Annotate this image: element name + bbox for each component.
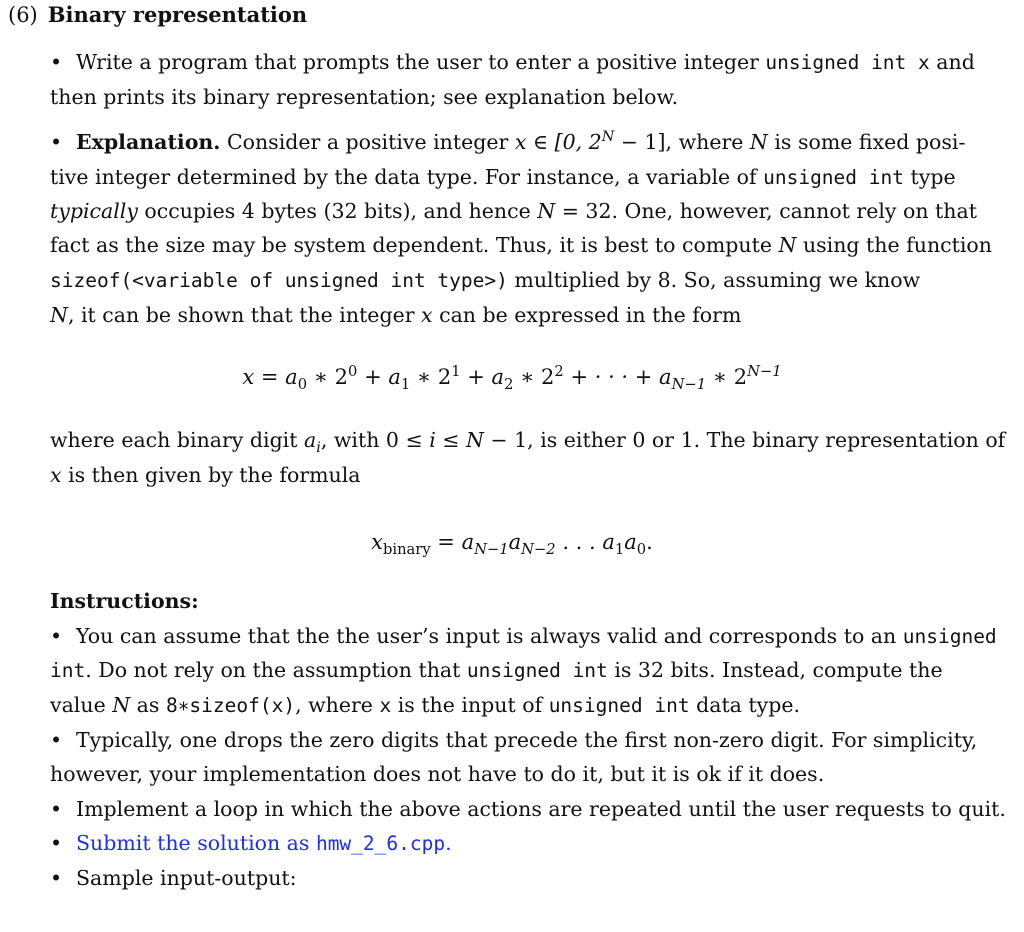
instruction4 — [50, 826, 990, 861]
explanation-line3: typically occupies 4 bytes (32 bits), and hence N = 32. One, however, cannot rely on that — [50, 199, 977, 223]
explanation-line2: tive integer determined by the data type. For instance, a variable of unsigned int type — [50, 165, 956, 189]
bullet-icon: • — [50, 797, 63, 821]
bullet-icon: • — [50, 831, 63, 855]
bullet-icon: • — [50, 728, 63, 752]
binary-expansion-formula: $x = a_0$ ∗ $2^0 + a_1$ ∗ $2^1 + a_2$ ∗ $2^2$ + · · · + $a_{N-1}$ ∗ $2^{N-1}$ — [242, 363, 782, 394]
instructions-title: Instructions: — [50, 589, 199, 613]
explanation-line5: sizeof(<variable of unsigned int type>) multiplied by 8. So, assuming we know — [50, 268, 921, 292]
binary-representation-formula: $x_{binary} = a_{N-1}a_{N-2}$ . . . $a_1a_0$. — [371, 530, 653, 559]
bullet-icon: • — [50, 866, 63, 890]
bullet-icon: • — [50, 624, 63, 648]
section-number: (6) — [8, 3, 38, 27]
instruction3: • Implement a loop in which the above actions are repeated until the user requests to quit. — [50, 792, 990, 826]
bullet-icon: • — [50, 130, 63, 154]
submit-instruction-link[interactable]: Submit the solution as hmw_2_6.cpp. — [76, 831, 452, 855]
explanation-line4: fact as the size may be system dependent. Thus, it is best to compute N using the function — [50, 233, 992, 257]
bullet1-line1: • Write a program that prompts the user to enter a positive integer unsigned int x and — [50, 45, 990, 80]
bullet-icon: • — [50, 50, 63, 74]
bullet1-line2: then prints its binary representation; see explanation below. — [50, 85, 679, 109]
instruction1-line2: int. Do not rely on the assumption that unsigned int is 32 bits. Instead, compute the — [50, 658, 943, 682]
instruction5: • Sample input-output: — [50, 861, 990, 895]
instruction2-line1: • Typically, one drops the zero digits that precede the first non-zero digit. For simplicity, — [50, 723, 990, 757]
instruction2-line2: however, your implementation does not have to do it, but it is ok if it does. — [50, 762, 825, 786]
explanation-line6: N, it can be shown that the integer x can be expressed in the form — [50, 303, 742, 327]
instruction1-line3: value N as 8∗sizeof(x), where x is the input of unsigned int data type. — [50, 693, 801, 717]
where-line2: x is then given by the formula — [50, 463, 361, 487]
where-line1: where each binary digit $a_i$, with 0 ≤ i ≤ N − 1, is either 0 or 1. The binary representation of — [50, 428, 1006, 457]
section-title: Binary representation — [47, 2, 308, 27]
instruction1-line1: • You can assume that the the user’s input is always valid and corresponds to an unsigned — [50, 619, 990, 654]
section-heading — [8, 0, 307, 32]
explanation-line1: • Explanation. Consider a positive integer x ∈ [0, $2^N - 1$], where N is some fixed posi- — [50, 125, 990, 159]
